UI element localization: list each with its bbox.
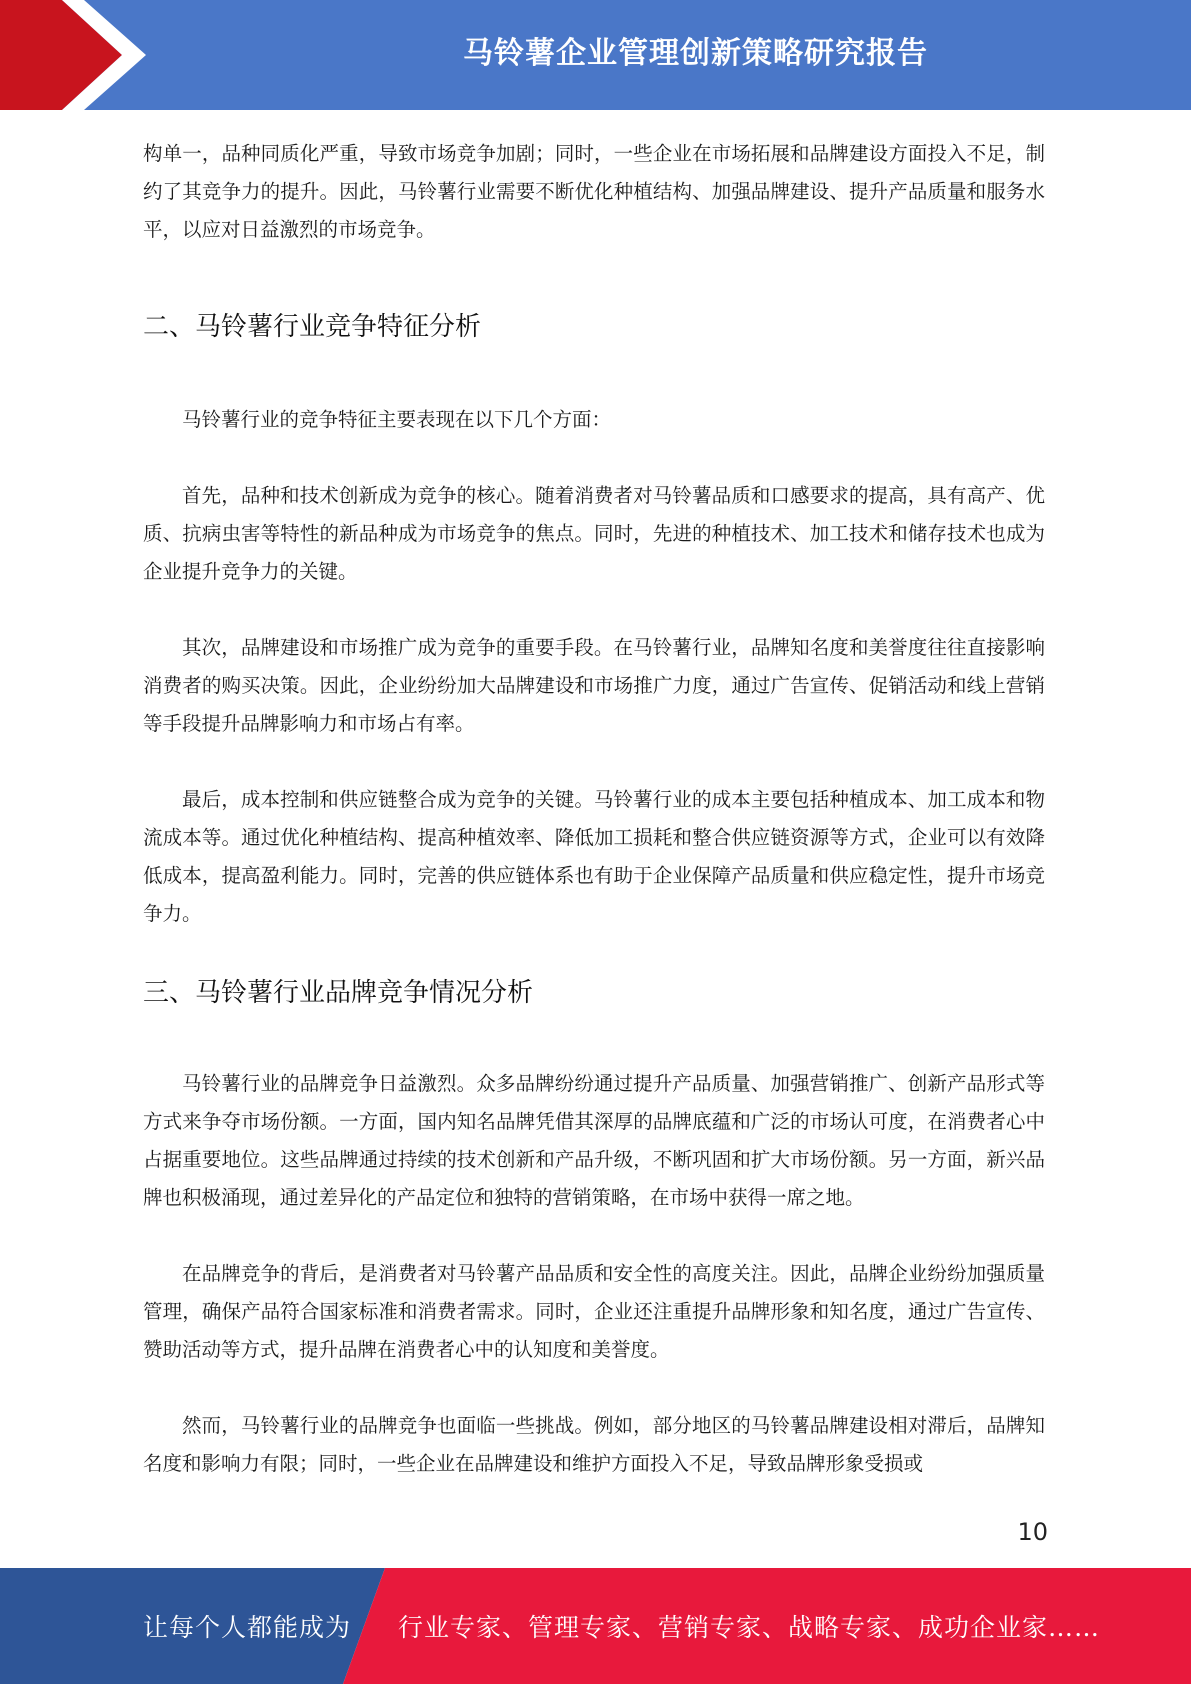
section-heading-2: 二、马铃薯行业竞争特征分析 [143, 312, 482, 342]
paragraph: 马铃薯行业的竞争特征主要表现在以下几个方面： [182, 408, 612, 431]
continued-paragraph: 构单一，品种同质化严重，导致市场竞争加剧；同时，一些企业在市场拓展和品牌建设方面投入不足，制约了其竞争力的提升。因此，马铃薯行业需要不断优化种植结构、加强品牌建设、提升产品质量和服务水平，以应对日益激烈的市场竞争。 [143, 142, 1045, 241]
header-arrow-accent [0, 0, 150, 110]
page-number: 10 [1017, 1518, 1048, 1546]
page-header [0, 0, 1191, 110]
footer-slogan-right: 行业专家、管理专家、营销专家、战略专家、成功企业家…… [398, 1613, 1101, 1642]
paragraph: 马铃薯行业的品牌竞争日益激烈。众多品牌纷纷通过提升产品质量、加强营销推广、创新产品形式等方式来争夺市场份额。一方面，国内知名品牌凭借其深厚的品牌底蕴和广泛的市场认可度，在消费者心中占据重要地位。这些品牌通过持续的技术创新和产品升级，不断巩固和扩大市场份额。另一方面，新兴品牌也积极涌现，通过差异化的产品定位和独特的营销策略，在市场中获得一席之地。 [143, 1072, 1045, 1209]
page-footer [0, 1568, 1191, 1684]
page-content [143, 135, 1045, 1483]
report-title: 马铃薯企业管理创新策略研究报告 [463, 36, 928, 71]
paragraph: 首先，品种和技术创新成为竞争的核心。随着消费者对马铃薯品质和口感要求的提高，具有高产、优质、抗病虫害等特性的新品种成为市场竞争的焦点。同时，先进的种植技术、加工技术和储存技术也成为企业提升竞争力的关键。 [143, 484, 1045, 583]
section-heading-3: 三、马铃薯行业品牌竞争情况分析 [143, 978, 534, 1008]
paragraph: 然而，马铃薯行业的品牌竞争也面临一些挑战。例如，部分地区的马铃薯品牌建设相对滞后，品牌知名度和影响力有限；同时，一些企业在品牌建设和维护方面投入不足，导致品牌形象受损或 [143, 1414, 1045, 1475]
footer-slogan-left: 让每个人都能成为 [143, 1613, 352, 1642]
paragraph: 在品牌竞争的背后，是消费者对马铃薯产品品质和安全性的高度关注。因此，品牌企业纷纷加强质量管理，确保产品符合国家标准和消费者需求。同时，企业还注重提升品牌形象和知名度，通过广告宣传、赞助活动等方式，提升品牌在消费者心中的认知度和美誉度。 [143, 1262, 1045, 1361]
paragraph: 最后，成本控制和供应链整合成为竞争的关键。马铃薯行业的成本主要包括种植成本、加工成本和物流成本等。通过优化种植结构、提高种植效率、降低加工损耗和整合供应链资源等方式，企业可以有效降低成本，提高盈利能力。同时，完善的供应链体系也有助于企业保障产品质量和供应稳定性，提升市场竞争力。 [143, 788, 1045, 925]
paragraph: 其次，品牌建设和市场推广成为竞争的重要手段。在马铃薯行业，品牌知名度和美誉度往往直接影响消费者的购买决策。因此，企业纷纷加大品牌建设和市场推广力度，通过广告宣传、促销活动和线上营销等手段提升品牌影响力和市场占有率。 [143, 636, 1045, 735]
